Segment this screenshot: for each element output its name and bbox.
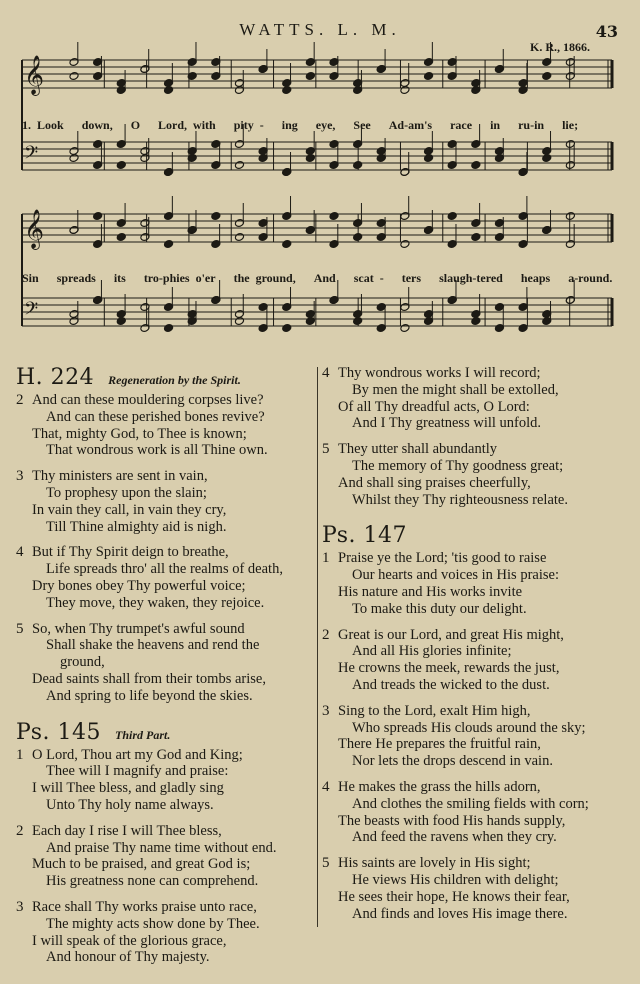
lyric-syllable: Sin	[22, 271, 39, 285]
hymn-subtitle: Third Part.	[114, 727, 171, 742]
verse-line: Race shall Thy works praise unto race,	[32, 898, 257, 915]
verse-line: O Lord, Thou art my God and King;	[32, 746, 243, 763]
lyric-syllable: the ground,	[233, 271, 296, 285]
note-head	[565, 212, 575, 221]
hymn-heading	[16, 365, 316, 390]
verse-line: The memory of Thy goodness great;	[352, 457, 564, 474]
stanza-number: 1	[16, 746, 24, 763]
lyric-syllable: O	[130, 118, 141, 132]
stanza-number: 2	[16, 392, 24, 408]
verse-line: Great is our Lord, and great His might,	[338, 626, 564, 643]
lyric-syllable: ru-in	[518, 118, 545, 132]
stanza-number: 3	[16, 468, 24, 485]
note-head	[164, 240, 174, 249]
stanza	[322, 627, 620, 694]
lyric-syllable: ters	[401, 271, 422, 285]
verse-line: His greatness none can comprehend.	[46, 873, 259, 890]
note-head	[69, 72, 79, 81]
music-notation	[0, 0, 640, 365]
note-head	[234, 317, 244, 326]
note-head	[329, 212, 339, 221]
verse-line: And can these perished bones revive?	[46, 408, 265, 425]
verse-line: He sees their hope, He knows their fear,	[338, 888, 570, 905]
note-head	[305, 154, 315, 163]
verse-line: The mighty acts show done by Thee.	[46, 915, 260, 932]
bass-clef: 𝄢	[24, 299, 39, 324]
verse-line: Thy ministers are sent in vain,	[32, 468, 208, 485]
note-head	[400, 240, 410, 249]
verse-line: I will speak of the glorious grace,	[32, 932, 227, 949]
note-head	[542, 72, 552, 81]
verse-line: Each day I rise I will Thee bless,	[32, 822, 222, 839]
note-head	[471, 233, 481, 242]
stanza-number: 4	[322, 365, 330, 381]
note-head	[353, 161, 363, 170]
verse-line: Sing to the Lord, exalt Him high,	[338, 702, 531, 719]
verse-line: ground,	[60, 654, 105, 671]
stanza	[322, 550, 620, 617]
note-head	[116, 317, 126, 326]
hymn-number: Ps. 145	[16, 719, 101, 745]
verse-line: Life spreads thro' all the realms of death,	[46, 561, 283, 578]
stanza-number: 2	[16, 822, 24, 839]
verse-line: Who spreads His clouds around the sky;	[352, 719, 586, 736]
stanza	[16, 392, 316, 459]
verse-line: And treads the wicked to the dust.	[352, 676, 550, 693]
lyric-syllable: eye,	[315, 118, 336, 132]
verse-line: Dead saints shall from their tombs arise,	[32, 670, 266, 687]
hymn-subtitle: Regeneration by the Spirit.	[108, 373, 241, 387]
verse-line: And shall sing praises cheerfully,	[338, 474, 531, 491]
note-head	[518, 324, 528, 333]
lyric-syllable: race	[450, 118, 473, 132]
stanza	[16, 899, 316, 966]
lyric-syllable: down,	[81, 118, 113, 132]
verse-line: And finds and loves His image there.	[352, 905, 568, 922]
stanza	[16, 544, 316, 611]
lyric-syllable: Ad-am's	[388, 118, 433, 132]
note-head	[116, 161, 126, 170]
verse-line: Unto Thy holy name always.	[46, 796, 214, 813]
verse-line: Praise ye the Lord; 'tis good to raise	[338, 550, 547, 567]
note-head	[164, 86, 174, 95]
lyrics-line-1	[22, 118, 622, 133]
stanza	[16, 468, 316, 535]
verse-line: Shall shake the heavens and rend the	[46, 637, 260, 654]
verse-line: And I Thy greatness will unfold.	[352, 415, 542, 432]
note-head	[164, 324, 174, 333]
verse-line: Thee will I magnify and praise:	[46, 763, 229, 780]
verse-line: And all His glories infinite;	[352, 643, 512, 660]
stanza	[322, 855, 620, 922]
note-head	[116, 233, 126, 242]
note-head	[400, 324, 410, 333]
stanza-number: 5	[322, 855, 330, 872]
stanza	[322, 779, 620, 846]
stanza-number: 3	[322, 702, 330, 719]
stanza	[322, 365, 620, 432]
verse-line: To make this duty our delight.	[352, 600, 527, 617]
treble-clef: 𝄞	[24, 209, 45, 249]
note-head	[447, 212, 457, 221]
note-head	[353, 317, 363, 326]
verse-line: Thy wondrous works I will record;	[338, 365, 541, 381]
stanza-number: 2	[322, 626, 330, 643]
verse-line: And can these mouldering corpses live?	[32, 392, 264, 408]
note-head	[424, 154, 434, 163]
verse-line: Dry bones obey Thy powerful voice;	[32, 577, 246, 594]
stanza	[16, 621, 316, 705]
lyric-syllable: pity -	[233, 118, 264, 132]
right-column	[322, 365, 620, 931]
stanza	[16, 747, 316, 814]
verse-line: And spring to life beyond the skies.	[46, 687, 253, 704]
stanza	[322, 441, 620, 508]
lyric-syllable: spreads	[56, 271, 96, 285]
lyric-syllable: heaps	[520, 271, 551, 285]
hymn-heading	[322, 523, 620, 548]
hymn-number: H. 224	[16, 365, 95, 390]
verse-line: Nor lets the drops descend in vain.	[352, 753, 553, 770]
verse-line: They move, they waken, they rejoice.	[46, 594, 265, 611]
verse-line: And clothes the smiling fields with corn;	[352, 795, 589, 812]
lyric-syllable: its	[113, 271, 126, 285]
verse-line: His nature and His works invite	[338, 583, 523, 600]
verse-line: They utter shall abundantly	[338, 441, 498, 458]
note-head	[234, 161, 244, 170]
page-number: 43	[595, 22, 618, 41]
stanza	[322, 703, 620, 770]
note-head	[353, 233, 363, 242]
verse-line: And praise Thy name time without end.	[46, 839, 277, 856]
note-head	[234, 233, 244, 242]
verse-line: The beasts with food His hands supply,	[338, 812, 566, 829]
lyric-syllable: lie;	[562, 118, 579, 132]
verse-line: Much to be praised, and great God is;	[32, 856, 251, 873]
verse-line: I will Thee bless, and gladly sing	[32, 780, 224, 797]
lyric-syllable: ing	[281, 118, 298, 132]
note-head	[211, 212, 221, 221]
note-head	[69, 154, 79, 163]
stanza-number: 3	[16, 898, 24, 915]
note-head	[518, 86, 528, 95]
verse-line: By men the might shall be extolled,	[352, 381, 559, 398]
tune-title: WATTS. L. M.	[239, 20, 401, 39]
lyric-syllable: a-round.	[568, 271, 613, 285]
verse-line: His saints are lovely in His sight;	[338, 855, 531, 872]
lyric-syllable: See	[353, 118, 371, 132]
lyric-syllable: And	[313, 271, 336, 285]
note-head	[305, 72, 315, 81]
verse-line: Till Thine almighty aid is nigh.	[46, 518, 227, 535]
column-divider	[317, 367, 318, 927]
note-head	[471, 161, 481, 170]
note-head	[542, 154, 552, 163]
stanza	[16, 823, 316, 890]
verse-line: So, when Thy trumpet's awful sound	[32, 620, 245, 637]
note-head	[282, 324, 292, 333]
stanza-number: 4	[16, 544, 24, 561]
lyric-syllable: Lord, with	[158, 118, 216, 132]
stanza-number: 5	[322, 441, 330, 458]
verse-line: Whilst they Thy righteousness relate.	[352, 491, 568, 508]
composer-credit: K. R., 1866.	[530, 40, 590, 54]
stanza-number: 1	[322, 550, 330, 567]
note-head	[282, 86, 292, 95]
verse-line: Of all Thy dreadful acts, O Lord:	[338, 398, 530, 415]
lyric-syllable: tro-phies o'er	[143, 271, 216, 285]
verse-line: There He prepares the fruitful rain,	[338, 736, 541, 753]
left-column	[16, 365, 316, 975]
verse-line: And feed the ravens when they cry.	[352, 829, 557, 846]
note-head	[518, 240, 528, 249]
hymn-number: Ps. 147	[322, 523, 407, 549]
verse-line: He views His children with delight;	[352, 871, 559, 888]
lyric-syllable: slaugh-tered	[439, 271, 503, 285]
verse-line: To prophesy upon the slain;	[46, 484, 207, 501]
note-head	[93, 212, 103, 221]
verse-line: He crowns the meek, rewards the just,	[338, 660, 560, 677]
lyric-syllable: scat -	[353, 271, 384, 285]
verse-line: He makes the grass the hills adorn,	[338, 778, 541, 795]
bass-clef: 𝄢	[24, 143, 39, 168]
lyrics-line-2	[22, 271, 622, 286]
note-head	[471, 317, 481, 326]
lyric-syllable: 1. Look	[22, 118, 64, 132]
stanza-number: 4	[322, 778, 330, 795]
note-head	[282, 240, 292, 249]
note-head	[424, 72, 434, 81]
verse-line: But if Thy Spirit deign to breathe,	[32, 544, 229, 561]
verse-line: That, mighty God, to Thee is known;	[32, 425, 247, 442]
verse-line: That wondrous work is all Thine own.	[46, 442, 268, 459]
lyric-syllable: in	[490, 118, 501, 132]
treble-clef: 𝄞	[24, 55, 45, 95]
verse-line: And honour of Thy majesty.	[46, 949, 210, 966]
note-head	[400, 86, 410, 95]
stanza-number: 5	[16, 620, 24, 637]
verse-line: Our hearts and voices in His praise:	[352, 567, 559, 584]
verse-line: In vain they call, in vain they cry,	[32, 501, 227, 518]
hymn-heading	[16, 720, 316, 745]
